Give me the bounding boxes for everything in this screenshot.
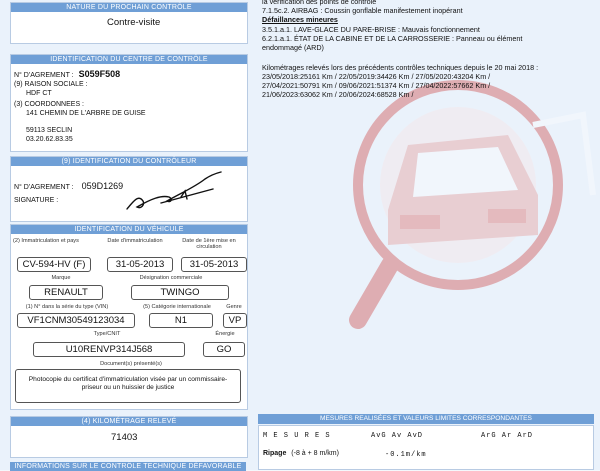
kilometrage-header: (4) KILOMÉTRAGE RELEVÉ	[11, 417, 247, 426]
vin-label: (1) N° dans la série du type (VIN)	[25, 304, 109, 310]
next-visit-box	[10, 2, 248, 44]
next-visit-header: NATURE DU PROCHAIN CONTRÔLE	[11, 3, 247, 12]
controleur-box	[10, 156, 248, 222]
measures-box	[258, 425, 594, 470]
raison-value: HDF CT	[26, 90, 52, 97]
controleur-agrement-value: 059D1269	[81, 181, 124, 191]
raison-label: (9) RAISON SOCIALE :	[14, 81, 88, 88]
genre-label: Genre	[226, 304, 242, 310]
categorie-label: (5) Catégorie internationale	[143, 304, 211, 310]
docs-label: Document(s) présenté(s)	[100, 361, 162, 367]
bottom-header: INFORMATIONS SUR LE CONTRÔLE TECHNIQUE DÉFAVORABLE	[10, 462, 246, 471]
date-immat-value: 31-05-2013	[107, 257, 173, 272]
minor-title: Défaillances mineures	[262, 15, 338, 24]
vin-value: VF1CNM30549123034	[17, 313, 135, 328]
address-line1: 141 CHEMIN DE L'ARBRE DE GUISE	[26, 110, 146, 117]
right-line-top2: 7.1.5c.2. AIRBAG : Coussin gonflable manifestement inopérant	[262, 6, 463, 15]
kilometrage-box	[10, 416, 248, 458]
designation-label: Désignation commerciale	[139, 275, 203, 281]
address-line2: 59113 SECLIN	[26, 127, 73, 134]
kilometrage-value: 71403	[111, 432, 138, 443]
centre-box	[10, 54, 248, 152]
signature-image	[121, 169, 231, 215]
immat-label: (2) Immatriculation et pays	[13, 238, 79, 244]
marque-label: Marque	[51, 275, 71, 281]
ripage-value: -0.1m/km	[385, 451, 427, 459]
left-column	[10, 0, 250, 470]
minor-2a: 6.2.1.a.1. ÉTAT DE LA CABINE ET DE LA CARROSSERIE : Panneau ou élément	[262, 34, 523, 43]
controleur-agrement-label: N° D'AGREMENT :	[14, 184, 74, 191]
designation-value: TWINGO	[131, 285, 229, 300]
coord-label: (3) COORDONNEES :	[14, 101, 85, 108]
categorie-value: N1	[149, 313, 213, 328]
km-line-3: 21/06/2023:63062 Km / 20/06/2024:68528 Km /	[262, 90, 414, 99]
centre-agrement-label: N° D'AGREMENT :	[14, 72, 74, 79]
minor-1: 3.5.1.a.1. LAVE-GLACE DU PARE-BRISE : Mauvais fonctionnement	[262, 25, 480, 34]
measures-cols-rear: ArG Ar ArD	[481, 432, 534, 440]
date-immat-label: Date d'immatriculation	[107, 238, 163, 244]
measures-cols-front: AvG Av AvD	[371, 432, 424, 440]
measures-header: MESURES REALISÉES ET VALEURS LIMITES CORRESPONDANTES	[258, 414, 594, 424]
phone: 03.20.62.83.35	[26, 136, 73, 143]
vehicule-box	[10, 224, 248, 410]
energie-label: Énergie	[215, 331, 235, 337]
immat-value: CV-594-HV (F)	[17, 257, 91, 272]
next-visit-value: Contre-visite	[107, 17, 161, 28]
right-column	[258, 0, 594, 470]
magnifier-car-watermark	[318, 75, 598, 335]
date-first-value: 31-05-2013	[181, 257, 247, 272]
controleur-header: (9) IDENTIFICATION DU CONTRÔLEUR	[11, 157, 247, 166]
minor-2b: endommagé (ARD)	[262, 43, 324, 52]
docs-value: Photocopie du certificat d'immatriculation visée par un commissaire-priseur ou un huissier de justice	[15, 369, 241, 403]
measures-col-label: M E S U R E S	[263, 432, 331, 440]
km-line-1: 23/05/2018:25161 Km / 22/05/2019:34426 Km / 27/05/2020:43204 Km /	[262, 72, 491, 81]
ripage-label: Ripage	[263, 450, 287, 457]
genre-value: VP	[223, 313, 247, 328]
energie-value: GO	[203, 342, 245, 357]
right-line-top1: la vérification des points de contrôle	[262, 0, 377, 6]
marque-value: RENAULT	[29, 285, 103, 300]
signature-label: SIGNATURE :	[14, 197, 59, 204]
centre-agrement-value: S059F508	[78, 69, 121, 79]
km-line-2: 27/04/2021:50791 Km / 09/06/2021:51374 Km / 27/04/2022:57662 Km /	[262, 81, 491, 90]
centre-header: IDENTIFICATION DU CENTRE DE CONTRÔLE	[11, 55, 247, 64]
km-title: Kilométrages relevés lors des précédents contrôles techniques depuis le 20 mai 2018 :	[262, 63, 539, 72]
date-first-label: Date de 1ère mise en circulation	[182, 238, 236, 250]
ripage-limit: (-8 à + 8 m/km)	[291, 450, 339, 457]
type-value: U10RENVP314J568	[33, 342, 185, 357]
vehicule-header: IDENTIFICATION DU VÉHICULE	[11, 225, 247, 234]
type-label: Type/CNIT	[93, 331, 121, 337]
